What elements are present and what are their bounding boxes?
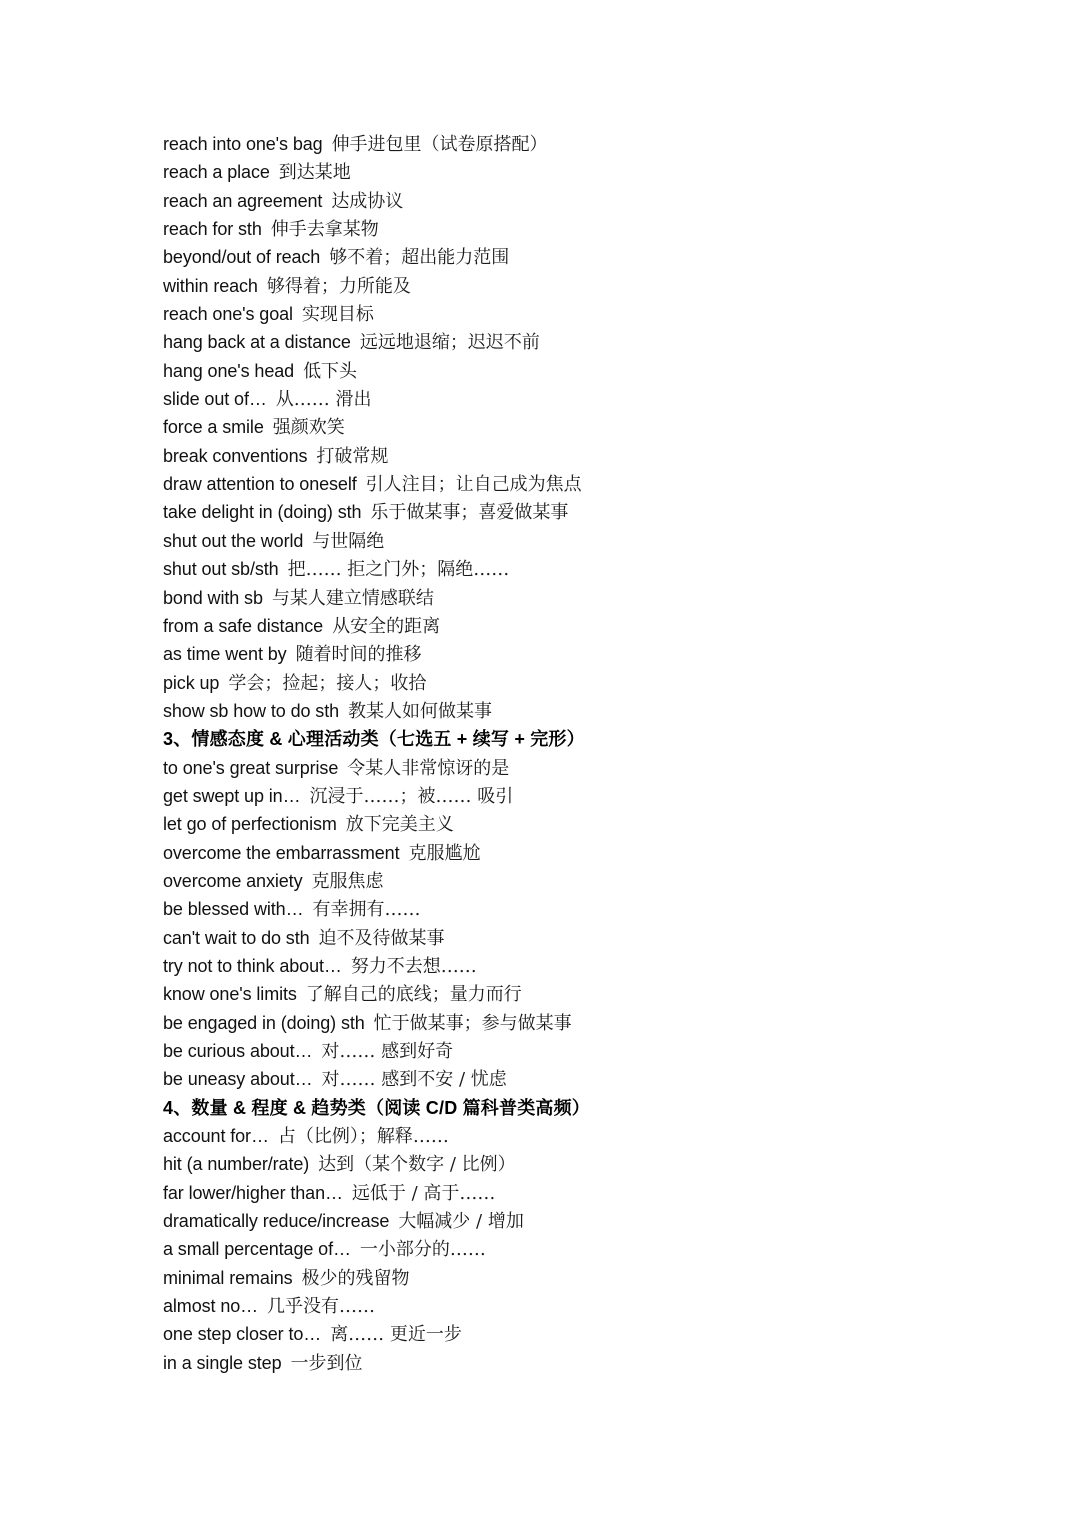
- chinese-meaning: 打破常规: [316, 445, 389, 467]
- english-phrase: force a smile: [163, 417, 264, 438]
- chinese-meaning: 引人注目；让自己成为焦点: [365, 474, 582, 496]
- phrase-entry: [163, 1009, 1023, 1037]
- english-phrase: be curious about…: [163, 1041, 313, 1061]
- english-phrase: can't wait to do sth: [163, 927, 310, 948]
- english-phrase: bond with sb: [163, 587, 263, 608]
- phrase-entry: [163, 640, 1023, 668]
- english-phrase: slide out of…: [163, 389, 267, 410]
- english-phrase: one step closer to…: [163, 1324, 322, 1345]
- chinese-meaning: 低下头: [303, 360, 358, 382]
- chinese-meaning: 够不着；超出能力范围: [329, 247, 510, 269]
- chinese-meaning: 与世隔绝: [312, 530, 385, 552]
- chinese-meaning: 有幸拥有……: [312, 899, 421, 921]
- phrase-entry: [163, 527, 1023, 555]
- english-phrase: minimal remains: [163, 1267, 293, 1288]
- section-heading-text: 3、情感态度 & 心理活动类（七选五 + 续写 + 完形）: [163, 729, 585, 750]
- phrase-entry: [163, 1065, 1023, 1093]
- chinese-meaning: 够得着；力所能及: [266, 275, 411, 297]
- english-phrase: pick up: [163, 672, 220, 693]
- phrase-entry: [163, 1150, 1023, 1178]
- phrase-entry: [163, 130, 1023, 158]
- chinese-meaning: 极少的残留物: [301, 1267, 410, 1289]
- english-phrase: to one's great surprise: [163, 757, 339, 778]
- chinese-meaning: 沉浸于……；被…… 吸引: [309, 785, 514, 807]
- chinese-meaning: 一小部分的……: [359, 1239, 486, 1261]
- phrase-entry: [163, 1349, 1023, 1377]
- chinese-meaning: 一步到位: [290, 1352, 363, 1374]
- chinese-meaning: 迫不及待做某事: [318, 927, 445, 949]
- phrase-entry: [163, 867, 1023, 895]
- chinese-meaning: 对…… 感到好奇: [321, 1041, 454, 1062]
- chinese-meaning: 达成协议: [331, 190, 404, 212]
- english-phrase: account for…: [163, 1126, 269, 1147]
- phrase-entry: [163, 584, 1023, 612]
- english-phrase: overcome the embarrassment: [163, 842, 400, 863]
- phrase-entry: [163, 669, 1023, 697]
- english-phrase: reach into one's bag: [163, 134, 323, 154]
- english-phrase: as time went by: [163, 644, 287, 665]
- phrase-entry: [163, 300, 1023, 328]
- english-phrase: almost no…: [163, 1296, 259, 1317]
- english-phrase: show sb how to do sth: [163, 700, 340, 721]
- phrase-entry: [163, 895, 1023, 923]
- english-phrase: reach a place: [163, 162, 270, 183]
- english-phrase: break conventions: [163, 445, 308, 466]
- section-heading: [163, 1094, 1023, 1122]
- phrase-entry: [163, 754, 1023, 782]
- english-phrase: far lower/higher than…: [163, 1182, 343, 1203]
- phrase-entry: [163, 413, 1023, 441]
- chinese-meaning: 与某人建立情感联结: [271, 587, 434, 609]
- chinese-meaning: 占（比例）；解释……: [277, 1126, 449, 1148]
- phrase-entry: [163, 952, 1023, 980]
- english-phrase: within reach: [163, 275, 258, 296]
- phrase-entry: [163, 1292, 1023, 1320]
- phrase-entry: [163, 272, 1023, 300]
- english-phrase: be engaged in (doing) sth: [163, 1012, 365, 1033]
- english-phrase: take delight in (doing) sth: [163, 502, 362, 523]
- phrase-entry: [163, 442, 1023, 470]
- chinese-meaning: 克服尴尬: [408, 842, 481, 864]
- chinese-meaning: 令某人非常惊讶的是: [347, 757, 510, 779]
- english-phrase: know one's limits: [163, 984, 297, 1005]
- phrase-entry: [163, 385, 1023, 413]
- chinese-meaning: 随着时间的推移: [295, 644, 422, 666]
- phrase-entry: [163, 243, 1023, 271]
- phrase-entry: [163, 924, 1023, 952]
- english-phrase: let go of perfectionism: [163, 814, 337, 835]
- phrase-entry: [163, 1264, 1023, 1292]
- english-phrase: hit (a number/rate): [163, 1154, 310, 1175]
- chinese-meaning: 教某人如何做某事: [348, 700, 493, 722]
- english-phrase: hang one's head: [163, 360, 295, 381]
- phrase-entry: [163, 612, 1023, 640]
- english-phrase: reach an agreement: [163, 190, 323, 211]
- phrase-entry: [163, 1207, 1023, 1235]
- chinese-meaning: 到达某地: [278, 162, 351, 184]
- chinese-meaning: 努力不去想……: [350, 955, 477, 977]
- phrase-entry: [163, 980, 1023, 1008]
- phrase-entry: [163, 782, 1023, 810]
- phrase-entry: [163, 328, 1023, 356]
- phrase-entry: [163, 1179, 1023, 1207]
- phrase-entry: [163, 1122, 1023, 1150]
- chinese-meaning: 达到（某个数字 / 比例）: [318, 1154, 516, 1176]
- phrase-entry: [163, 810, 1023, 838]
- english-phrase: a small percentage of…: [163, 1239, 351, 1260]
- phrase-entry: [163, 555, 1023, 583]
- vocabulary-list: [163, 130, 1023, 1377]
- chinese-meaning: 乐于做某事；喜爱做某事: [370, 502, 569, 524]
- english-phrase: shut out sb/sth: [163, 559, 279, 580]
- chinese-meaning: 了解自己的底线；量力而行: [305, 984, 522, 1006]
- phrase-entry: [163, 839, 1023, 867]
- chinese-meaning: 从…… 滑出: [275, 389, 372, 411]
- phrase-entry: [163, 215, 1023, 243]
- phrase-entry: [163, 470, 1023, 498]
- english-phrase: beyond/out of reach: [163, 247, 321, 268]
- phrase-entry: [163, 1320, 1023, 1348]
- english-phrase: reach for sth: [163, 219, 262, 240]
- english-phrase: from a safe distance: [163, 615, 324, 636]
- english-phrase: get swept up in…: [163, 785, 301, 806]
- english-phrase: hang back at a distance: [163, 332, 351, 353]
- chinese-meaning: 对…… 感到不安 / 忧虑: [321, 1069, 507, 1091]
- phrase-entry: [163, 357, 1023, 385]
- chinese-meaning: 学会；捡起；接人；收拾: [228, 672, 427, 694]
- chinese-meaning: 放下完美主义: [345, 814, 454, 836]
- chinese-meaning: 离…… 更近一步: [330, 1324, 462, 1346]
- chinese-meaning: 实现目标: [301, 304, 374, 326]
- section-heading: [163, 725, 1023, 753]
- english-phrase: overcome anxiety: [163, 870, 303, 891]
- english-phrase: shut out the world: [163, 530, 304, 551]
- chinese-meaning: 把…… 拒之门外；隔绝……: [287, 559, 510, 581]
- english-phrase: be uneasy about…: [163, 1069, 313, 1090]
- chinese-meaning: 伸手去拿某物: [270, 219, 379, 241]
- english-phrase: dramatically reduce/increase: [163, 1211, 390, 1232]
- chinese-meaning: 远低于 / 高于……: [351, 1182, 496, 1204]
- chinese-meaning: 大幅减少 / 增加: [398, 1211, 524, 1233]
- chinese-meaning: 远远地退缩；迟迟不前: [359, 332, 540, 354]
- chinese-meaning: 从安全的距离: [332, 615, 441, 637]
- chinese-meaning: 几乎没有……: [267, 1296, 376, 1318]
- phrase-entry: [163, 498, 1023, 526]
- english-phrase: reach one's goal: [163, 304, 293, 325]
- phrase-entry: [163, 697, 1023, 725]
- english-phrase: be blessed with…: [163, 899, 304, 920]
- chinese-meaning: 忙于做某事；参与做某事: [373, 1012, 572, 1034]
- phrase-entry: [163, 1037, 1023, 1065]
- phrase-entry: [163, 187, 1023, 215]
- english-phrase: draw attention to oneself: [163, 474, 357, 495]
- phrase-entry: [163, 158, 1023, 186]
- phrase-entry: [163, 1235, 1023, 1263]
- english-phrase: in a single step: [163, 1352, 282, 1373]
- chinese-meaning: 克服焦虑: [311, 870, 384, 892]
- section-heading-text: 4、数量 & 程度 & 趋势类（阅读 C/D 篇科普类高频）: [163, 1097, 591, 1118]
- chinese-meaning: 强颜欢笑: [272, 417, 345, 439]
- english-phrase: try not to think about…: [163, 955, 342, 976]
- chinese-meaning: 伸手进包里（试卷原搭配）: [331, 134, 548, 155]
